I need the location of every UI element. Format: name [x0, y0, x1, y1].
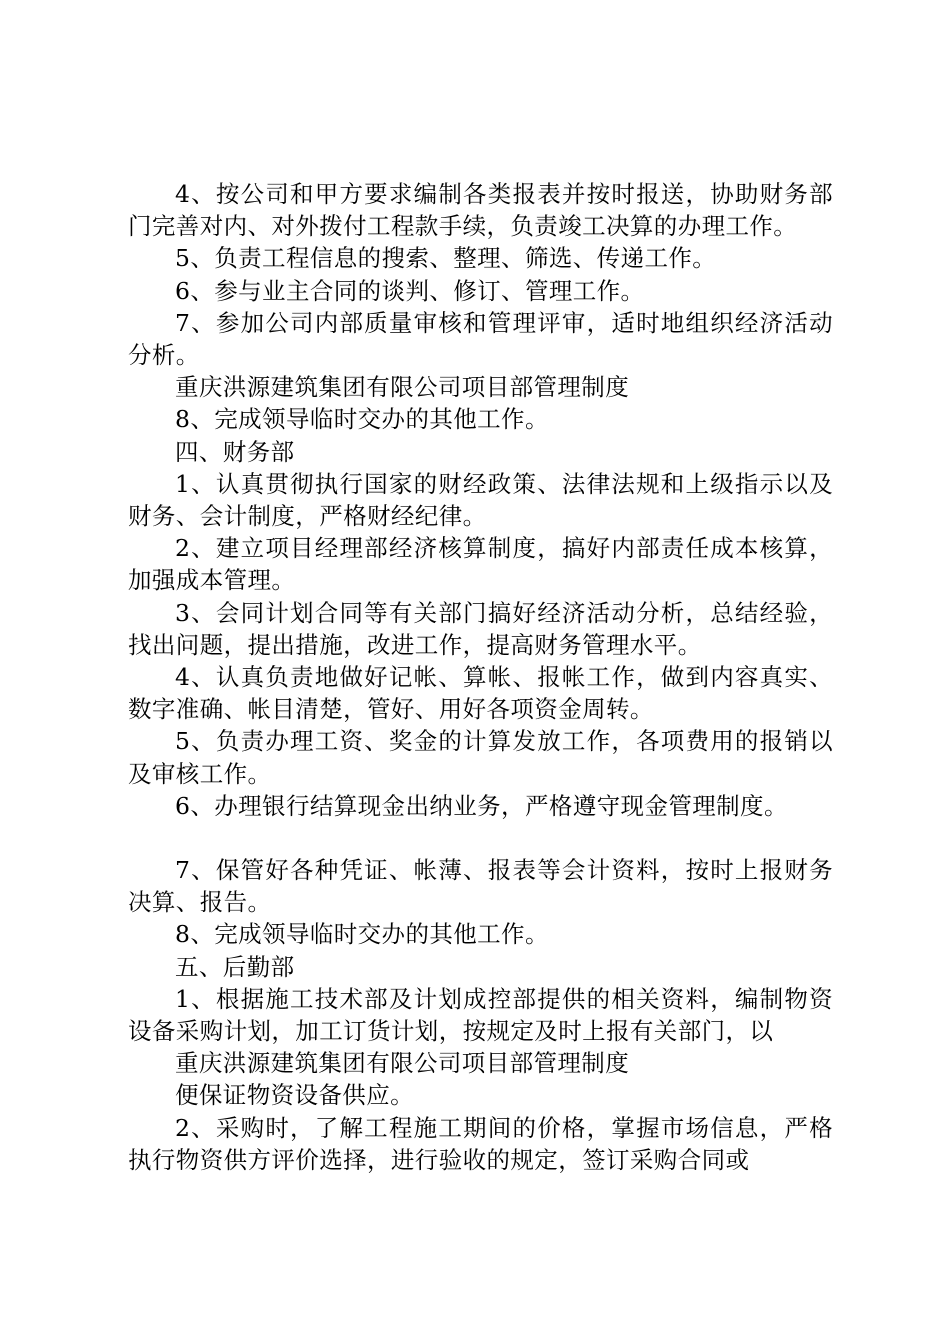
paragraph-finance-5: 5、负责办理工资、奖金的计算发放工作，各项费用的报销以及审核工作。: [128, 727, 833, 788]
paragraph-finance-4: 4、认真负责地做好记帐、算帐、报帐工作，做到内容真实、数字准确、帐目清楚，管好、用好各项资金周转。: [128, 663, 833, 724]
paragraph-logistics-2: 2、采购时，了解工程施工期间的价格，掌握市场信息，严格执行物资供方评价选择，进行验收的规定，签订采购合同或: [128, 1113, 833, 1174]
paragraph-item-6-contracts: 6、参与业主合同的谈判、修订、管理工作。: [175, 276, 645, 305]
running-header-title: 重庆洪源建筑集团有限公司项目部管理制度: [175, 373, 630, 402]
section-heading-logistics: 五、后勤部: [175, 952, 295, 981]
paragraph-finance-7: 7、保管好各种凭证、帐薄、报表等会计资料，按时上报财务决算、报告。: [128, 856, 833, 917]
paragraph-logistics-1-continued: 便保证物资设备供应。: [175, 1081, 414, 1110]
paragraph-finance-3: 3、会同计划合同等有关部门搞好经济活动分析，总结经验，找出问题，提出措施，改进工作，提高财务管理水平。: [128, 598, 833, 659]
paragraph-item-5-info: 5、负责工程信息的搜索、整理、筛选、传递工作。: [175, 244, 717, 273]
document-body: [128, 178, 833, 1176]
paragraph-finance-8: 8、完成领导临时交办的其他工作。: [175, 920, 549, 949]
paragraph-logistics-1: 1、根据施工技术部及计划成控部提供的相关资料，编制物资设备采购计划，加工订货计划，按规定及时上报有关部门，以: [128, 984, 833, 1046]
paragraph-item-7-quality: 7、参加公司内部质量审核和管理评审，适时地组织经济活动分析。: [128, 308, 833, 370]
paragraph-finance-2: 2、建立项目经理部经济核算制度，搞好内部责任成本核算，加强成本管理。: [128, 534, 833, 595]
running-header-title-2: 重庆洪源建筑集团有限公司项目部管理制度: [175, 1049, 630, 1078]
section-heading-finance: 四、财务部: [175, 437, 295, 466]
paragraph-item-8-other: 8、完成领导临时交办的其他工作。: [175, 405, 549, 434]
paragraph-finance-6: 6、办理银行结算现金出纳业务，严格遵守现金管理制度。: [175, 791, 788, 820]
paragraph-item-4-reports: 4、按公司和甲方要求编制各类报表并按时报送，协助财务部门完善对内、对外拨付工程款手续，负责竣工决算的办理工作。: [128, 180, 833, 241]
paragraph-finance-1: 1、认真贯彻执行国家的财经政策、法律法规和上级指示以及财务、会计制度，严格财经纪律。: [128, 469, 833, 531]
